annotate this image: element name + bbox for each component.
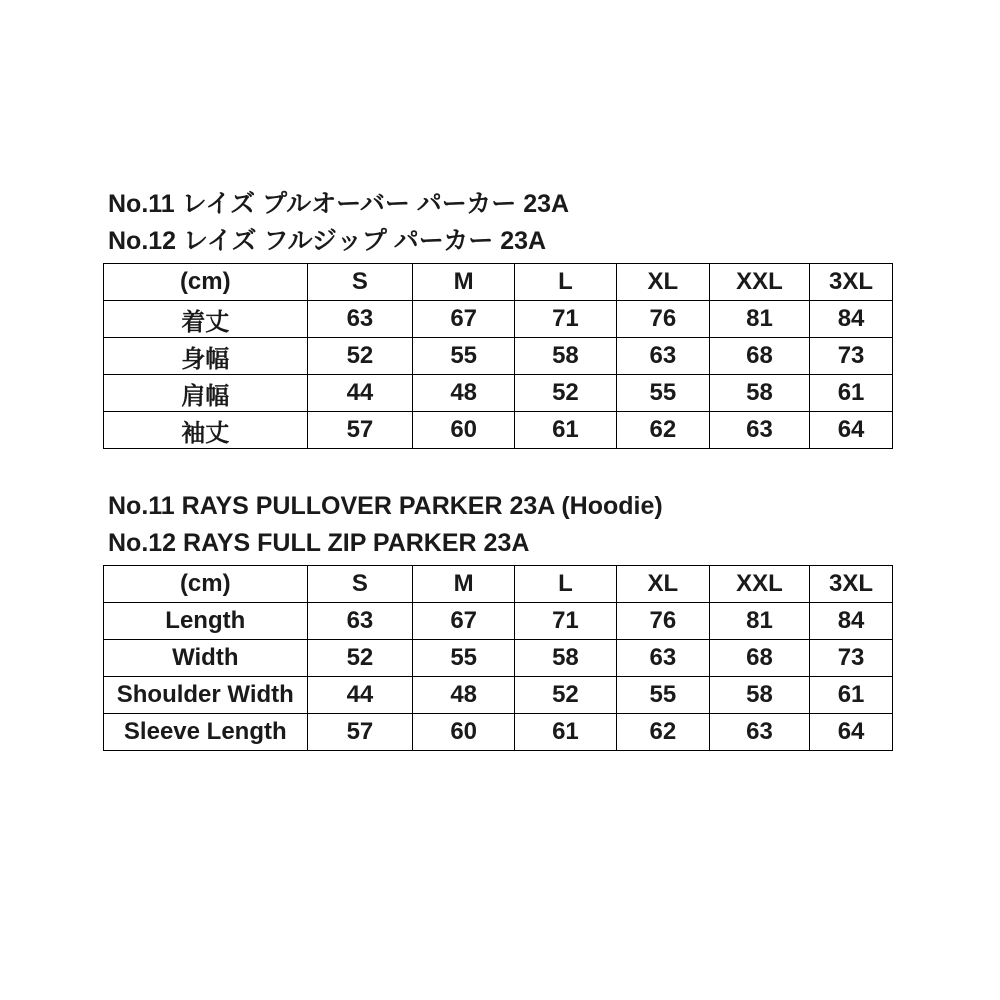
measurement-value-cell: 58 — [515, 338, 617, 375]
measurement-value-cell: 48 — [413, 677, 515, 714]
measurement-value-cell: 63 — [616, 338, 709, 375]
measurement-value-cell: 48 — [413, 375, 515, 412]
measurement-value-cell: 63 — [616, 640, 709, 677]
product-title-jp-no12: No.12 レイズ フルジップ パーカー 23A — [108, 227, 547, 255]
measurement-value-cell: 63 — [307, 603, 413, 640]
measurement-row — [104, 375, 893, 412]
header-row — [104, 566, 893, 603]
measurement-value-cell: 61 — [810, 677, 893, 714]
measurement-value-cell: 67 — [413, 301, 515, 338]
measurement-value-cell: 63 — [307, 301, 413, 338]
size-column-header: L — [515, 566, 617, 603]
measurement-value-cell: 55 — [616, 375, 709, 412]
measurement-value-cell: 68 — [709, 338, 809, 375]
measurement-label-cell: 肩幅 — [104, 375, 308, 412]
measurement-value-cell: 60 — [413, 714, 515, 751]
measurement-value-cell: 61 — [515, 714, 617, 751]
measurement-value-cell: 55 — [413, 338, 515, 375]
measurement-value-cell: 63 — [709, 714, 809, 751]
size-column-header: XXL — [709, 264, 809, 301]
measurement-label-cell: 着丈 — [104, 301, 308, 338]
measurement-row — [104, 412, 893, 449]
unit-header-cell: (cm) — [104, 566, 308, 603]
size-column-header: S — [307, 566, 413, 603]
measurement-value-cell: 68 — [709, 640, 809, 677]
measurement-value-cell: 62 — [616, 714, 709, 751]
measurement-label-cell: Length — [104, 603, 308, 640]
measurement-value-cell: 55 — [413, 640, 515, 677]
section-english — [103, 488, 893, 751]
size-column-header: 3XL — [810, 566, 893, 603]
measurement-label-cell: Width — [104, 640, 308, 677]
measurement-value-cell: 71 — [515, 603, 617, 640]
measurement-row — [104, 301, 893, 338]
measurement-value-cell: 61 — [515, 412, 617, 449]
measurement-label-cell: 身幅 — [104, 338, 308, 375]
measurement-value-cell: 52 — [515, 677, 617, 714]
measurement-value-cell: 44 — [307, 677, 413, 714]
measurement-row — [104, 338, 893, 375]
size-table-japanese — [103, 263, 893, 449]
measurement-value-cell: 58 — [709, 375, 809, 412]
measurement-row — [104, 640, 893, 677]
measurement-value-cell: 63 — [709, 412, 809, 449]
measurement-row — [104, 677, 893, 714]
measurement-value-cell: 64 — [810, 412, 893, 449]
size-column-header: XXL — [709, 566, 809, 603]
product-title-en-no11: No.11 RAYS PULLOVER PARKER 23A (Hoodie) — [108, 492, 663, 520]
measurement-value-cell: 52 — [307, 640, 413, 677]
measurement-value-cell: 58 — [515, 640, 617, 677]
measurement-value-cell: 57 — [307, 412, 413, 449]
measurement-value-cell: 55 — [616, 677, 709, 714]
size-chart-content — [103, 186, 893, 751]
measurement-value-cell: 76 — [616, 301, 709, 338]
size-column-header: M — [413, 566, 515, 603]
measurement-value-cell: 61 — [810, 375, 893, 412]
measurement-value-cell: 57 — [307, 714, 413, 751]
measurement-value-cell: 62 — [616, 412, 709, 449]
product-title-en-no12: No.12 RAYS FULL ZIP PARKER 23A — [108, 529, 530, 557]
size-column-header: XL — [616, 566, 709, 603]
size-column-header: XL — [616, 264, 709, 301]
measurement-value-cell: 81 — [709, 603, 809, 640]
header-row — [104, 264, 893, 301]
measurement-value-cell: 52 — [515, 375, 617, 412]
measurement-value-cell: 60 — [413, 412, 515, 449]
measurement-value-cell: 73 — [810, 640, 893, 677]
measurement-value-cell: 81 — [709, 301, 809, 338]
measurement-row — [104, 603, 893, 640]
measurement-label-cell: 袖丈 — [104, 412, 308, 449]
product-title-jp-no11: No.11 レイズ プルオーバー パーカー 23A — [108, 190, 570, 218]
measurement-value-cell: 73 — [810, 338, 893, 375]
measurement-value-cell: 76 — [616, 603, 709, 640]
measurement-value-cell: 44 — [307, 375, 413, 412]
size-column-header: S — [307, 264, 413, 301]
size-table-english — [103, 565, 893, 751]
size-column-header: 3XL — [810, 264, 893, 301]
section-japanese — [103, 186, 893, 449]
size-column-header: M — [413, 264, 515, 301]
measurement-value-cell: 52 — [307, 338, 413, 375]
measurement-value-cell: 64 — [810, 714, 893, 751]
measurement-value-cell: 71 — [515, 301, 617, 338]
measurement-value-cell: 84 — [810, 301, 893, 338]
measurement-value-cell: 67 — [413, 603, 515, 640]
measurement-label-cell: Shoulder Width — [104, 677, 308, 714]
measurement-label-cell: Sleeve Length — [104, 714, 308, 751]
measurement-value-cell: 84 — [810, 603, 893, 640]
measurement-row — [104, 714, 893, 751]
measurement-value-cell: 58 — [709, 677, 809, 714]
unit-header-cell: (cm) — [104, 264, 308, 301]
size-column-header: L — [515, 264, 617, 301]
